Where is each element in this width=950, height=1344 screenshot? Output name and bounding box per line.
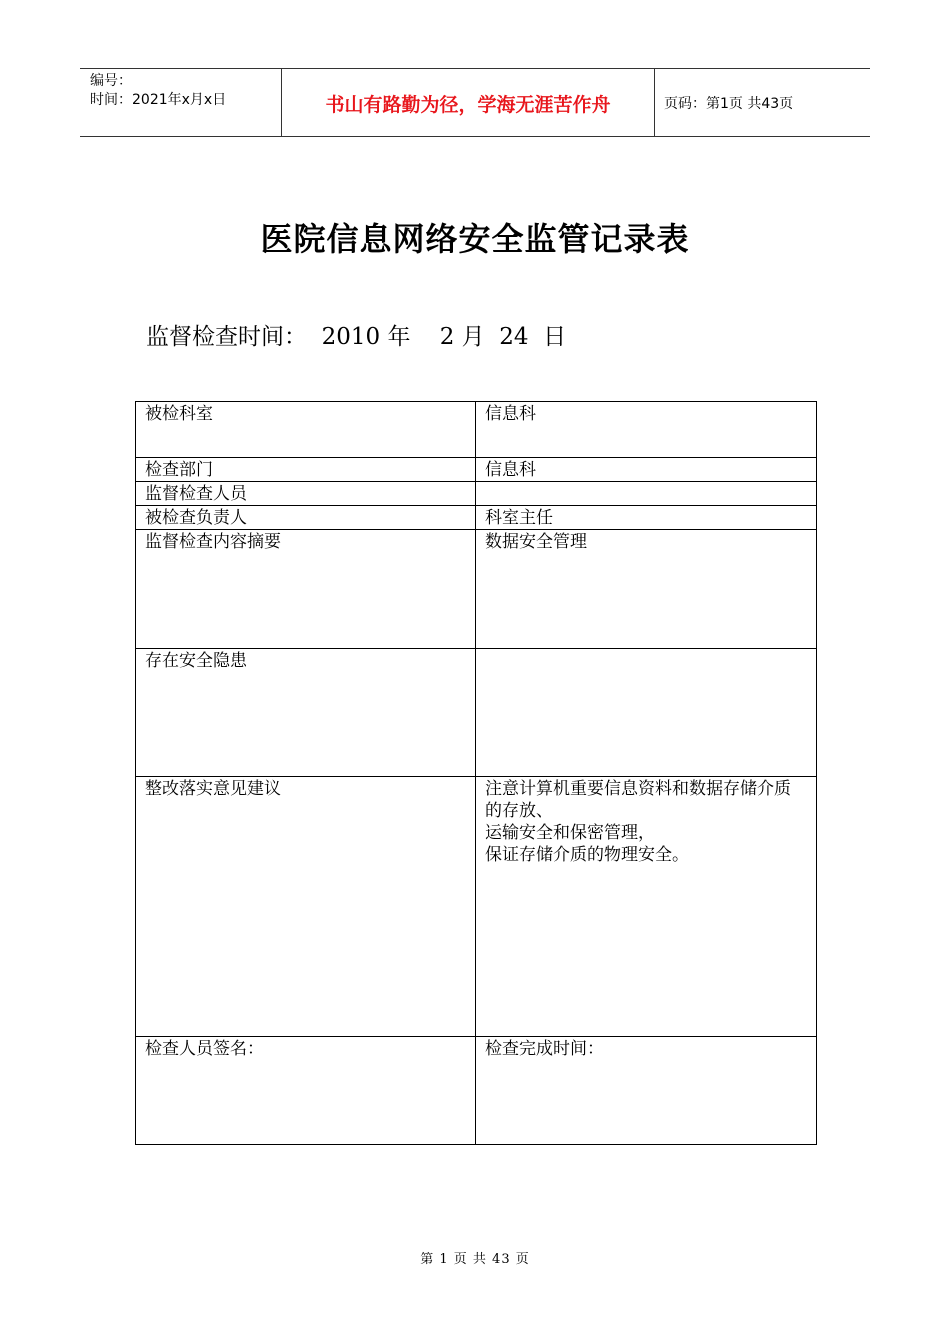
table-row xyxy=(136,649,817,777)
serial-label: 编号： xyxy=(90,73,132,89)
row-value: 信息科 xyxy=(476,402,817,458)
table-row xyxy=(136,1037,817,1145)
row-value: 注意计算机重要信息资料和数据存储介质的存放、 运输安全和保密管理， 保证存储介质的物理安全。 xyxy=(476,777,817,1037)
row-label: 存在安全隐患 xyxy=(136,649,476,777)
completion-time-label: 检查完成时间： xyxy=(476,1037,817,1145)
row-label: 检查部门 xyxy=(136,458,476,482)
row-value: 数据安全管理 xyxy=(476,530,817,649)
row-label: 监督检查人员 xyxy=(136,482,476,506)
row-label: 监督检查内容摘要 xyxy=(136,530,476,649)
header-motto: 书山有路勤为径，学海无涯苦作舟 xyxy=(325,94,611,116)
inspection-date: 监督检查时间： 2010 年 2 月 24 日 xyxy=(146,324,567,350)
record-table xyxy=(135,401,817,1145)
header-page-info: 页码：第1页 共43页 xyxy=(664,96,794,112)
table-row xyxy=(136,402,817,458)
row-label: 被检科室 xyxy=(136,402,476,458)
header-top-rule xyxy=(80,68,870,69)
row-label: 被检查负责人 xyxy=(136,506,476,530)
time-label: 时间：2021年x月x日 xyxy=(90,92,227,108)
page-footer: 第 1 页 共 43 页 xyxy=(420,1252,530,1267)
table-row xyxy=(136,482,817,506)
table-row xyxy=(136,506,817,530)
table-row xyxy=(136,530,817,649)
row-value xyxy=(476,649,817,777)
header-meta xyxy=(90,72,226,110)
row-label: 整改落实意见建议 xyxy=(136,777,476,1037)
table-row xyxy=(136,458,817,482)
row-value: 科室主任 xyxy=(476,506,817,530)
header-bottom-rule xyxy=(80,136,870,137)
header-divider-right xyxy=(654,68,655,136)
table-row xyxy=(136,777,817,1037)
row-value: 信息科 xyxy=(476,458,817,482)
document-title: 医院信息网络安全监管记录表 xyxy=(260,220,690,258)
signature-label: 检查人员签名： xyxy=(136,1037,476,1145)
row-value xyxy=(476,482,817,506)
